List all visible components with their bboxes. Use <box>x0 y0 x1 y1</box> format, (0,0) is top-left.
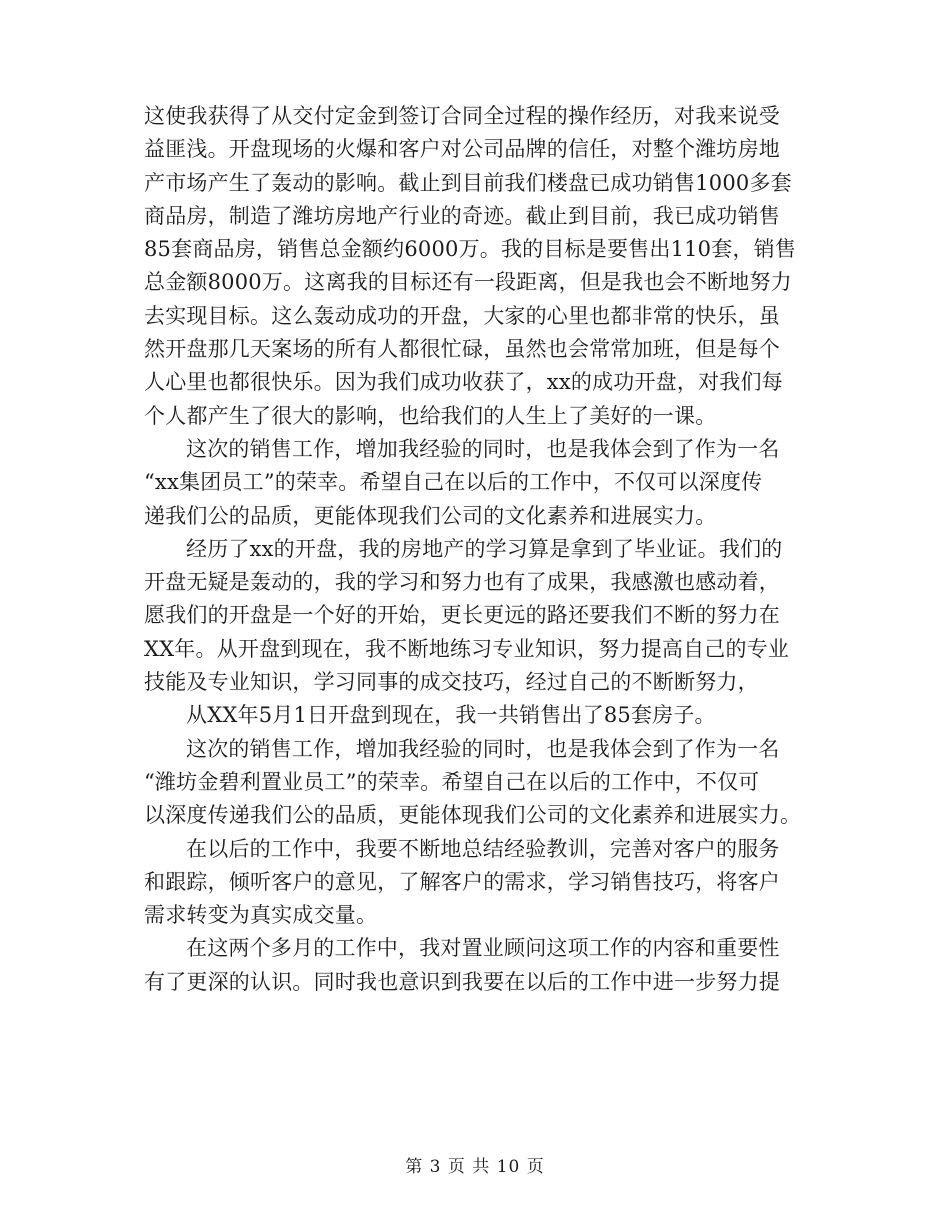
text-line: 85套商品房，销售总金额约6000万。我的目标是要售出110套，销售 <box>144 237 797 262</box>
document-body <box>144 100 804 999</box>
paragraph <box>144 932 804 999</box>
text-line: 开盘无疑是轰动的，我的学习和努力也有了成果，我感激也感动着， <box>144 570 780 595</box>
text-line: “xx集团员工”的荣幸。希望自己在以后的工作中，不仅可以深度传 <box>144 470 763 495</box>
text-line: 商品房，制造了潍坊房地产行业的奇迹。截止到目前，我已成功销售 <box>144 203 780 228</box>
text-line: 技能及专业知识，学习同事的成交技巧，经过自己的不断断努力， <box>144 670 759 695</box>
text-line: 经历了xx的开盘，我的房地产的学习算是拿到了毕业证。我们的 <box>186 536 783 561</box>
paragraph <box>144 100 804 433</box>
text-line: 在以后的工作中，我要不断地总结经验教训，完善对客户的服务 <box>186 836 780 861</box>
text-line: 人心里也都很快乐。因为我们成功收获了，xx的成功开盘，对我们每 <box>144 370 783 395</box>
paragraph <box>144 733 804 833</box>
text-line: 这次的销售工作，增加我经验的同时，也是我体会到了作为一名 <box>186 736 780 761</box>
text-line: 去实现目标。这么轰动成功的开盘，大家的心里也都非常的快乐，虽 <box>144 303 780 328</box>
text-line: 总金额8000万。这离我的目标还有一段距离，但是我也会不断地努力 <box>144 270 792 295</box>
text-line: 从XX年5月1日开盘到现在，我一共销售出了85套房子。 <box>186 703 716 728</box>
text-line: 这使我获得了从交付定金到签订合同全过程的操作经历，对我来说受 <box>144 104 780 128</box>
text-line: “潍坊金碧利置业员工”的荣幸。希望自己在以后的工作中，不仅可 <box>144 769 760 794</box>
text-line: 愿我们的开盘是一个好的开始，更长更远的路还要我们不断的努力在 <box>144 603 780 628</box>
text-line: 在这两个多月的工作中，我对置业顾问这项工作的内容和重要性 <box>186 936 780 961</box>
text-line: 这次的销售工作，增加我经验的同时，也是我体会到了作为一名 <box>186 436 780 461</box>
text-line: 和跟踪，倾听客户的意见，了解客户的需求，学习销售技巧，将客户 <box>144 869 780 894</box>
text-line: 然开盘那几天案场的所有人都很忙碌，虽然也会常常加班，但是每个 <box>144 337 780 362</box>
text-line: 有了更深的认识。同时我也意识到我要在以后的工作中进一步努力提 <box>144 969 780 994</box>
text-line: XX年。从开盘到现在，我不断地练习专业知识，努力提高自己的专业 <box>144 636 790 661</box>
text-line: 个人都产生了很大的影响，也给我们的人生上了美好的一课。 <box>144 403 717 428</box>
page-footer <box>0 1152 950 1177</box>
paragraph <box>144 533 804 699</box>
text-line: 递我们公的品质，更能体现我们公司的文化素养和进展实力。 <box>144 503 717 528</box>
page-number-label: 第 3 页 共 10 页 <box>405 1157 545 1177</box>
text-line: 以深度传递我们公的品质，更能体现我们公司的文化素养和进展实力。 <box>144 803 802 828</box>
text-line: 益匪浅。开盘现场的火爆和客户对公司品牌的信任，对整个潍坊房地 <box>144 137 780 162</box>
text-line: 产市场产生了轰动的影响。截止到目前我们楼盘已成功销售1000多套 <box>144 170 792 195</box>
text-line: 需求转变为真实成交量。 <box>144 903 378 928</box>
paragraph <box>144 699 804 732</box>
paragraph <box>144 433 804 533</box>
paragraph <box>144 833 804 933</box>
